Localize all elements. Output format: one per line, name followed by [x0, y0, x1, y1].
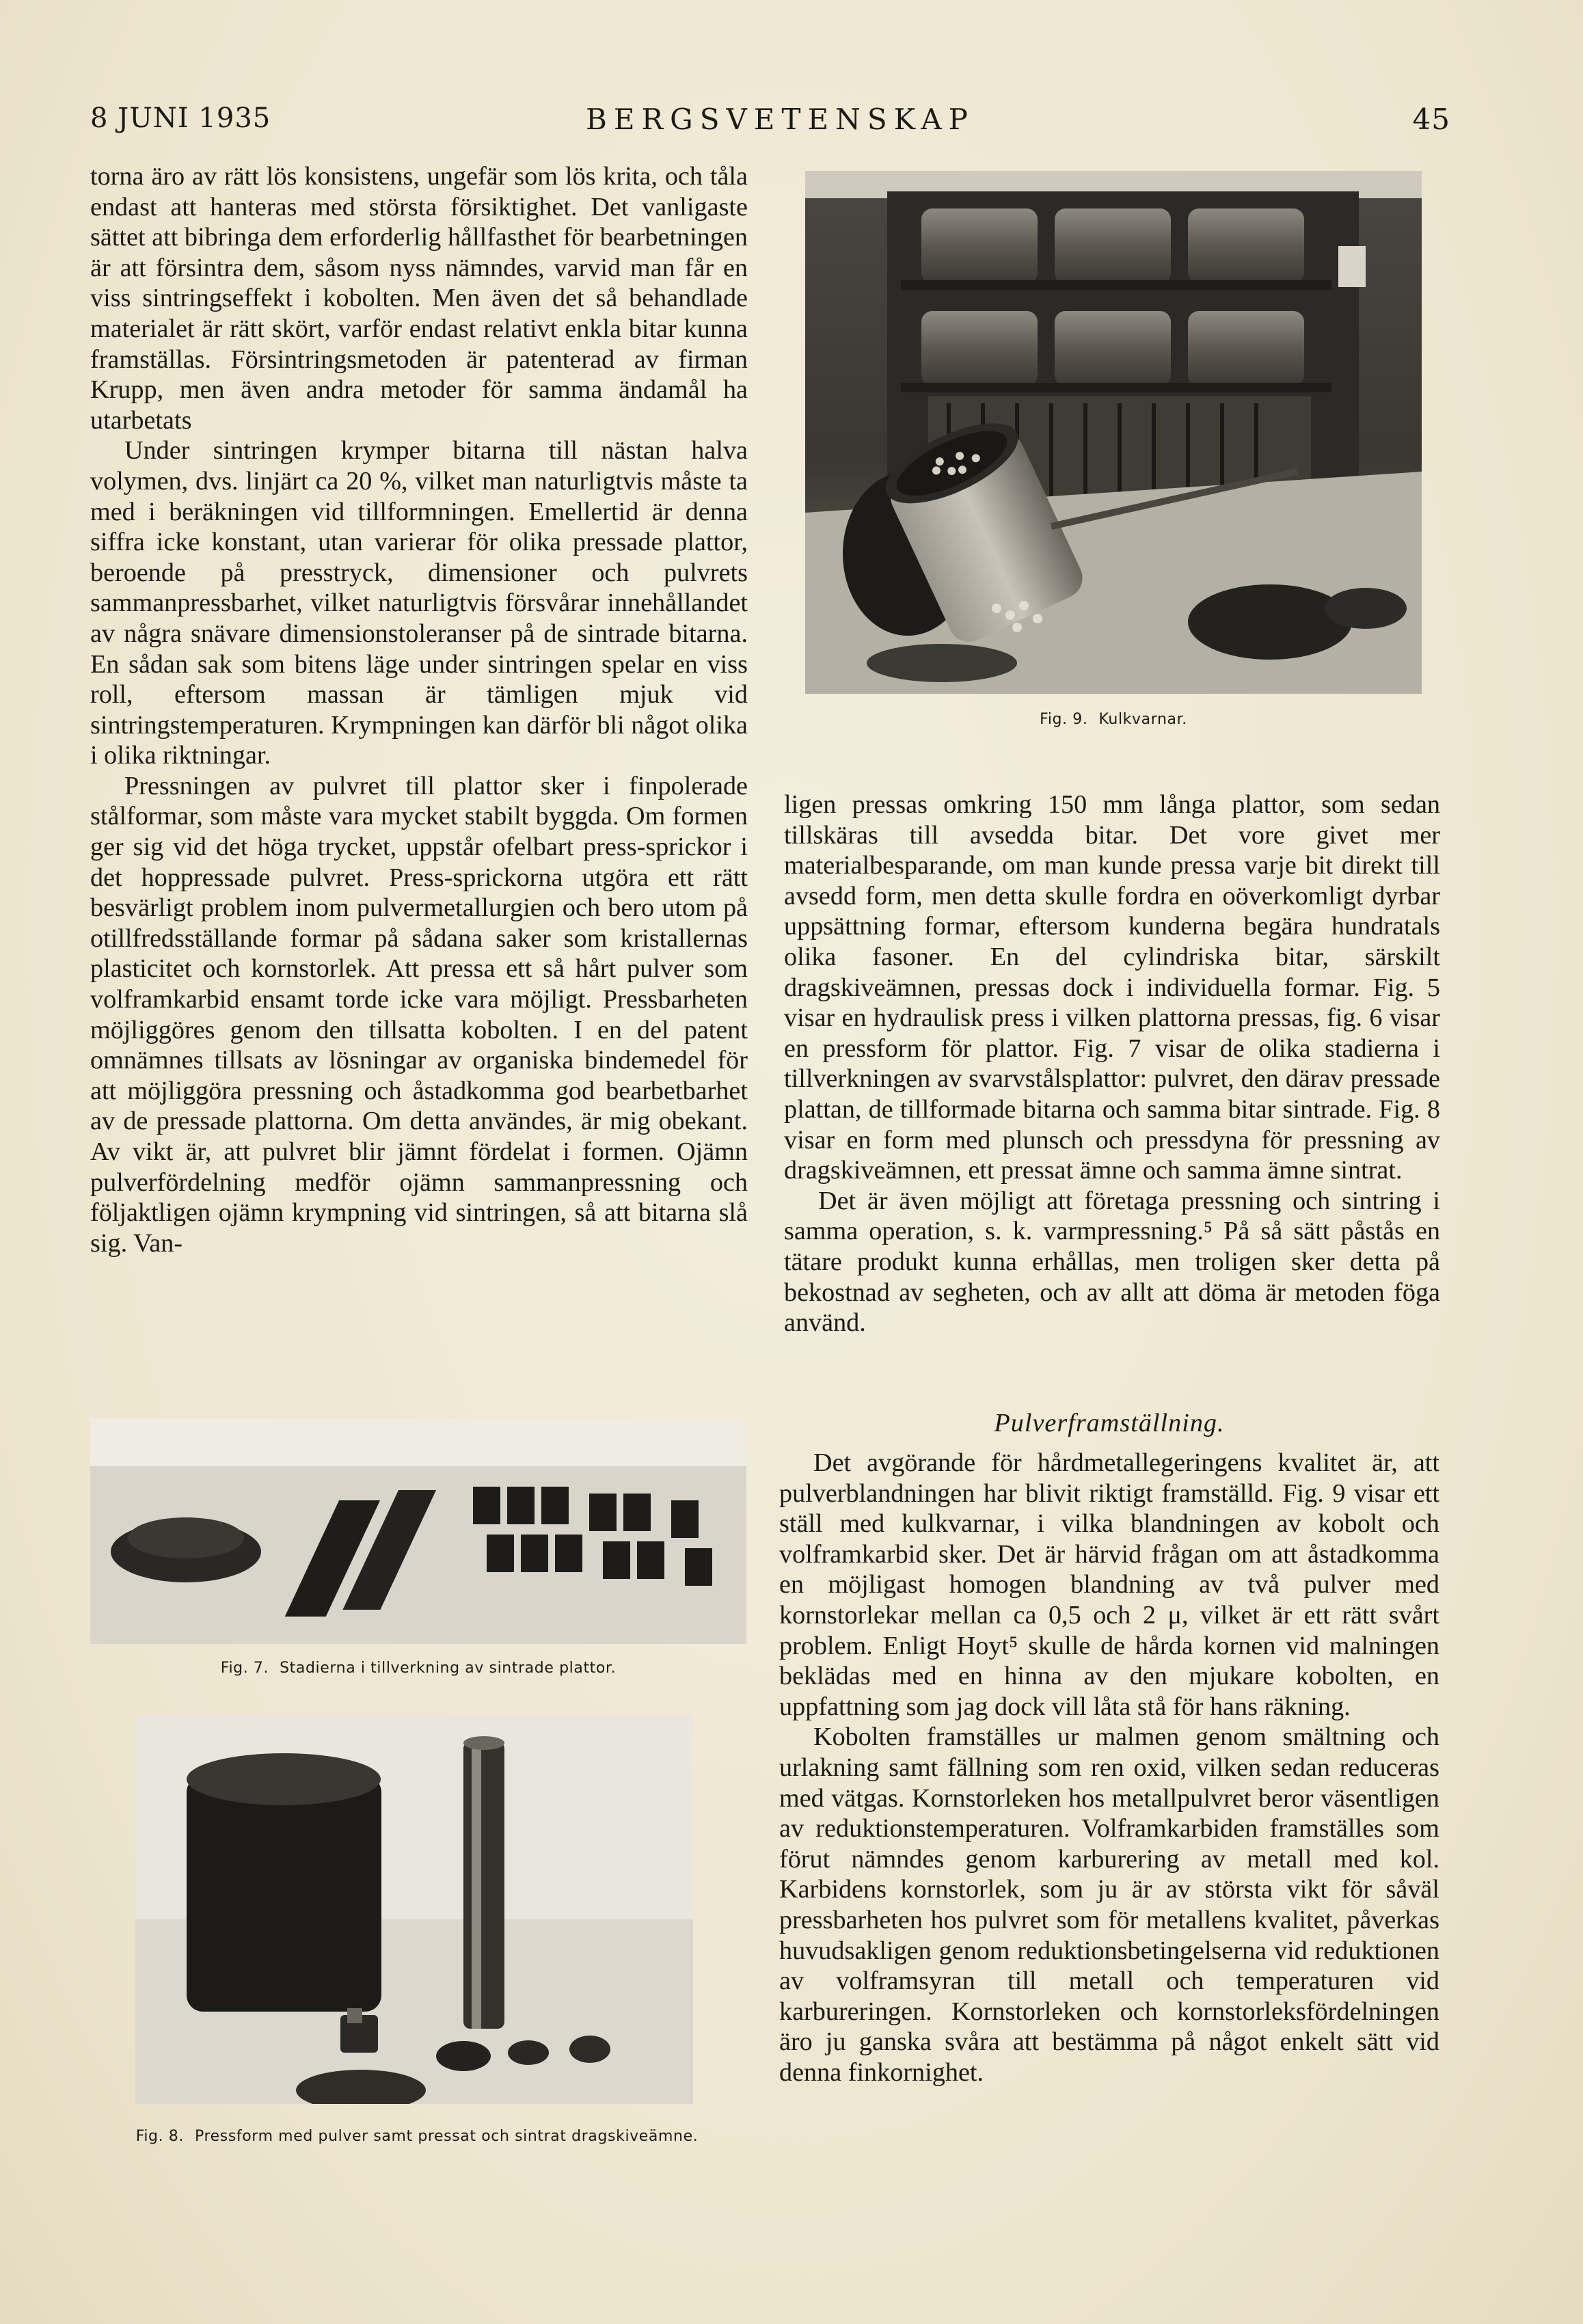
figure-caption	[103, 2126, 731, 2148]
figure-caption	[805, 709, 1422, 731]
section-heading: Pulverframställning.	[994, 1409, 1225, 1437]
press-form-illustration	[135, 1714, 693, 2104]
issue-date: 8 JUNI 1935	[90, 103, 271, 134]
figure-caption-text: Kulkvarnar.	[1098, 711, 1187, 728]
figure-sintered-plates-photo	[90, 1418, 746, 1644]
figure-caption-text: Stadierna i tillverkning av sintrade plattor.	[280, 1660, 617, 1677]
figure-number: Fig. 8.	[135, 2128, 184, 2145]
journal-title: BERGSVETENSKAP	[586, 103, 975, 136]
figure-number: Fig. 7.	[220, 1660, 269, 1677]
figure-ball-mills-photo	[805, 171, 1422, 694]
right-column-top	[784, 789, 1440, 1338]
paragraph: ligen pressas omkring 150 mm långa plattor, som sedan tillskäras till avsedda bitar. Det vore givet mer materialbesparande, om man kunde pressa varje bit direkt till avsedd form, men detta skulle fordra en oöverkomligt dyrbar uppsättning formar, eftersom kunderna begära hundratals olika fasoner. En del cylindriska bitar, särskilt dragskiveämnen, pressas dock i individuella formar. Fig. 5 visar en hydraulisk press i vilken plattorna pressas, fig. 6 visar en pressform för plattor. Fig. 7 visar de olika stadierna i tillverkningen av svarvstålsplattor: pulvret, den därav pressade plattan, de tillformade bitarna och samma bitar sintrade. Fig. 8 visar en form med plunsch och pressdyna för pressning av dragskiveämnen, ett pressat ämne och samma ämne sintrat.	[784, 790, 1440, 1185]
figure-caption	[90, 1658, 746, 1679]
left-column	[90, 161, 748, 1258]
figure-caption-text: Pressform med pulver samt pressat och sintrat dragskiveämne.	[195, 2128, 699, 2145]
right-column-bottom	[779, 1448, 1439, 2087]
ball-mills-illustration	[805, 171, 1422, 694]
page-number: 45	[1412, 103, 1450, 136]
figure-number: Fig. 9.	[1040, 711, 1088, 728]
paragraph: Det är även möjligt att företaga pressning och sintring i samma operation, s. k. varmpressning.⁵ På så sätt påstås en tätare produkt kunna erhållas, men troligen sker detta på bekostnad av segheten, och av allt att döma är metoden föga använd.	[784, 1186, 1440, 1338]
sintered-plates-illustration	[90, 1418, 746, 1644]
paragraph: Pressningen av pulvret till plattor sker i finpolerade stålformar, som måste vara mycket stabilt byggda. Om formen ger sig vid det höga trycket, uppstår ofelbart press-sprickor i det hoppressade pulvret. Press-sprickorna utgöra ett rätt besvärligt problem inom pulvermetallurgien och bero utom på otillfredsställande formar på sådana saker som kristallernas plasticitet och kornstorlek. Att pressa ett så hårt pulver som volframkarbid ensamt torde icke vara möjligt. Pressbarheten möjliggöres genom den tillsatta kobolten. I en del patent omnämnes tillsats av lösningar av organiska bindemedel för att möjliggöra pressning och åstadkomma god bearbetbarhet av de pressade plattorna. Om detta användes, är mig obekant. Av vikt är, att pulvret blir jämnt fördelat i formen. Ojämn pulverfördelning medför ojämn sammanpressning och följaktligen ojämn krympning vid sintringen, så att bitarna slå sig. Van-	[90, 771, 748, 1258]
paragraph: Kobolten framställes ur malmen genom smältning och urlakning samt fällning som ren oxid, vilken sedan reduceras med vätgas. Kornstorleken hos metallpulvret beror väsentligen av reduktionstemperaturen. Volframkarbiden framställes som förut nämndes genom karburering av metall med kol. Karbidens kornstorlek, som ju är av största vikt för såväl pressbarheten hos pulvret som för metallens kvalitet, påverkas huvudsakligen genom reduktionsbetingelserna vid reduktionen av volframsyran till metall och temperaturen vid karbureringen. Kornstorleken och kornstorleksfördelningen äro ju ganska svåra att bestämma på något enkelt sätt vid denna finkornighet.	[779, 1722, 1439, 2087]
paragraph: Under sintringen krymper bitarna till nästan halva volymen, dvs. linjärt ca 20 %, vilket man naturligtvis måste ta med i beräkningen vid tillformningen. Emellertid är denna siffra icke konstant, utan varierar för olika pressade plattor, beroende på presstryck, dimensioner och pulvrets sammanpressbarhet, vilket naturligtvis försvårar innehållandet av några snävare dimensionstoleranser på de sintrade bitarna. En sådan sak som bitens läge under sintringen spelar en viss roll, eftersom massan är tämligen mjuk vid sintringstemperaturen. Krympningen kan därför bli något olika i olika riktningar.	[90, 436, 748, 770]
paragraph: torna äro av rätt lös konsistens, ungefär som lös krita, och tåla endast att hanteras med största försiktighet. Det vanligaste sättet att bibringa dem erforderlig hållfasthet för bearbetningen är att försintra dem, såsom nyss nämndes, varvid man får en viss sintringseffekt i kobolten. Men även det så behandlade materialet är rätt skört, varför endast relativt enkla bitar kunna framställas. Försintringsmetoden är patenterad av firman Krupp, men även andra metoder för samma ändamål ha utarbetats	[90, 162, 748, 435]
page-header	[90, 103, 1450, 144]
figure-press-form-photo	[135, 1714, 693, 2104]
paragraph: Det avgörande för hårdmetallegeringens kvalitet är, att pulverblandningen har blivit riktigt framställd. Fig. 9 visar ett ställ med kulkvarnar, i vilka blandningen av kobolt och volframkarbid sker. Det är härvid frågan om att åstadkomma en möjligast homogen blandning av två pulver med kornstorlekar mellan ca 0,5 och 2 μ, vilket är ett rätt svårt problem. Enligt Hoyt⁵ skulle de hårda kornen vid malningen beklädas med en hinna av den mjukare kobolten, en uppfattning som jag dock vill låta stå för hans räkning.	[779, 1448, 1439, 1721]
